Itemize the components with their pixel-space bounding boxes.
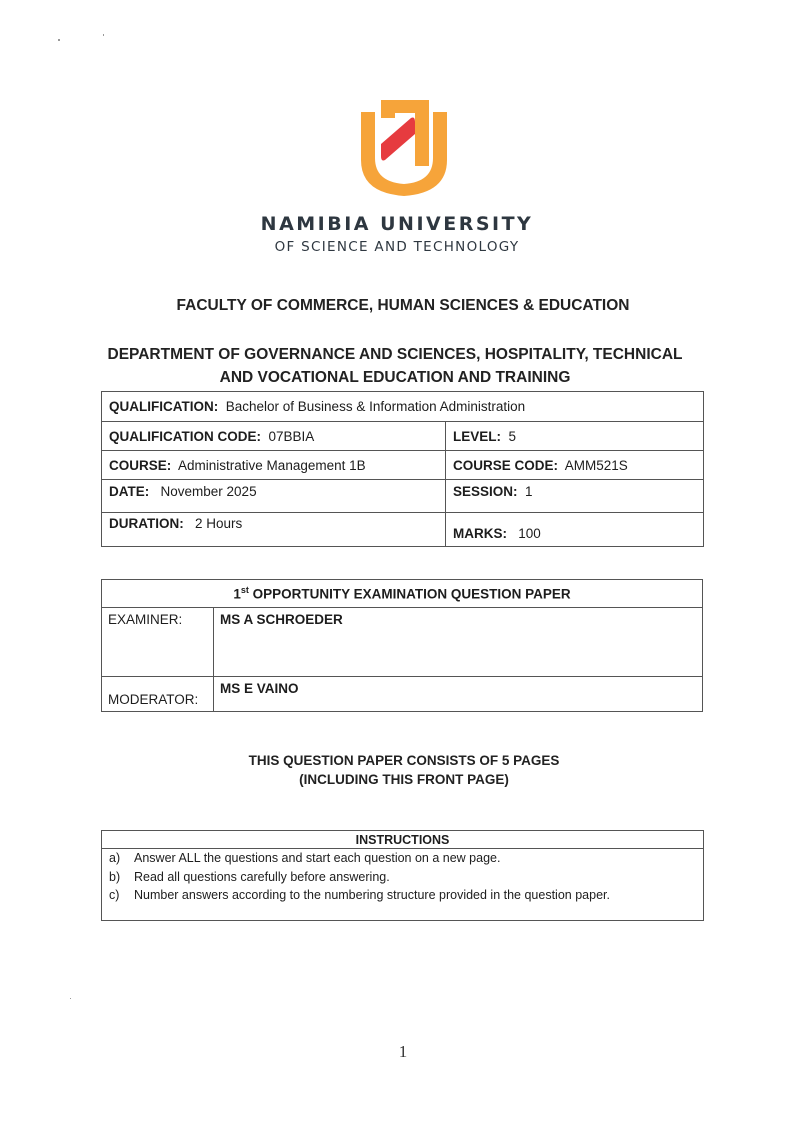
- field-label: COURSE:: [109, 457, 172, 473]
- table-row: [102, 422, 704, 451]
- department-line-1: DEPARTMENT OF GOVERNANCE AND SCIENCES, HOSPITALITY, TECHNICAL: [107, 346, 683, 363]
- table-row: [102, 513, 704, 547]
- page-count-line-1: THIS QUESTION PAPER CONSISTS OF 5 PAGES: [248, 753, 560, 768]
- instruction-item: [102, 868, 703, 887]
- scan-speck: [70, 998, 71, 999]
- duration-cell: [102, 513, 446, 547]
- instruction-letter: a): [109, 851, 121, 865]
- instruction-item: [102, 849, 703, 868]
- page-count-note: [0, 751, 794, 789]
- field-label: COURSE CODE:: [453, 457, 559, 473]
- examiner-value: MS A SCHROEDER: [214, 608, 703, 677]
- marks-value: 100: [518, 526, 541, 541]
- page-count-line-2: (INCLUDING THIS FRONT PAGE): [299, 772, 509, 787]
- faculty-heading: FACULTY OF COMMERCE, HUMAN SCIENCES & EDUCATION: [176, 297, 630, 314]
- instruction-text: Read all questions carefully before answering.: [134, 869, 390, 884]
- department-heading: [0, 343, 790, 389]
- table-row: [102, 608, 703, 677]
- examiner-label: EXAMINER:: [102, 608, 214, 677]
- instruction-letter: c): [109, 888, 120, 902]
- field-label: LEVEL:: [453, 428, 502, 444]
- session-cell: [446, 480, 704, 513]
- date-value: November 2025: [160, 484, 257, 499]
- qualification-value: Bachelor of Business & Information Administration: [225, 399, 526, 414]
- level-cell: [446, 422, 704, 451]
- exam-panel-title: [102, 580, 703, 608]
- nust-shield-logo-icon: [359, 98, 449, 198]
- table-row: [102, 451, 704, 480]
- qualification-code-value: 07BBIA: [268, 428, 315, 444]
- nust-logo: [359, 98, 449, 198]
- instruction-text: Number answers according to the numbering structure provided in the question paper.: [134, 888, 610, 902]
- course-cell: [102, 451, 446, 480]
- course-value: Administrative Management 1B: [178, 457, 366, 473]
- date-cell: [102, 480, 446, 513]
- table-row: [102, 480, 704, 513]
- university-subtitle: OF SCIENCE AND TECHNOLOGY: [274, 239, 520, 255]
- session-value: 1: [525, 484, 533, 499]
- scan-speck: [103, 34, 104, 36]
- moderator-value: MS E VAINO: [214, 677, 703, 712]
- field-label: QUALIFICATION CODE:: [109, 428, 261, 444]
- table-row: [102, 392, 704, 422]
- exam-panel-table: [101, 579, 703, 712]
- department-line-2: AND VOCATIONAL EDUCATION AND TRAINING: [219, 369, 571, 386]
- field-label: QUALIFICATION:: [109, 399, 219, 414]
- title-ordinal-suffix: st: [240, 585, 249, 596]
- instruction-letter: b): [109, 869, 121, 884]
- field-label: MARKS:: [453, 526, 507, 541]
- course-code-value: AMM521S: [564, 457, 628, 473]
- instructions-title: INSTRUCTIONS: [102, 831, 703, 849]
- title-ordinal: 1: [233, 586, 241, 602]
- title-text: OPPORTUNITY EXAMINATION QUESTION PAPER: [248, 586, 571, 602]
- instruction-text: Answer ALL the questions and start each question on a new page.: [134, 851, 501, 865]
- field-label: SESSION:: [453, 484, 518, 499]
- table-row: [102, 677, 703, 712]
- table-row: [102, 580, 703, 608]
- qualification-cell: [102, 392, 704, 422]
- moderator-label: MODERATOR:: [102, 677, 214, 712]
- instructions-box: [101, 830, 704, 921]
- course-info-table: [101, 391, 704, 547]
- instruction-item: [102, 886, 703, 905]
- scan-speck: [58, 39, 60, 41]
- marks-cell: [446, 513, 704, 547]
- university-name: NAMIBIA UNIVERSITY: [260, 213, 534, 235]
- field-label: DURATION:: [109, 516, 184, 531]
- course-code-cell: [446, 451, 704, 480]
- level-value: 5: [508, 428, 517, 444]
- field-label: DATE:: [109, 484, 150, 499]
- page-number: 1: [398, 1042, 408, 1061]
- qualification-code-cell: [102, 422, 446, 451]
- duration-value: 2 Hours: [195, 516, 243, 531]
